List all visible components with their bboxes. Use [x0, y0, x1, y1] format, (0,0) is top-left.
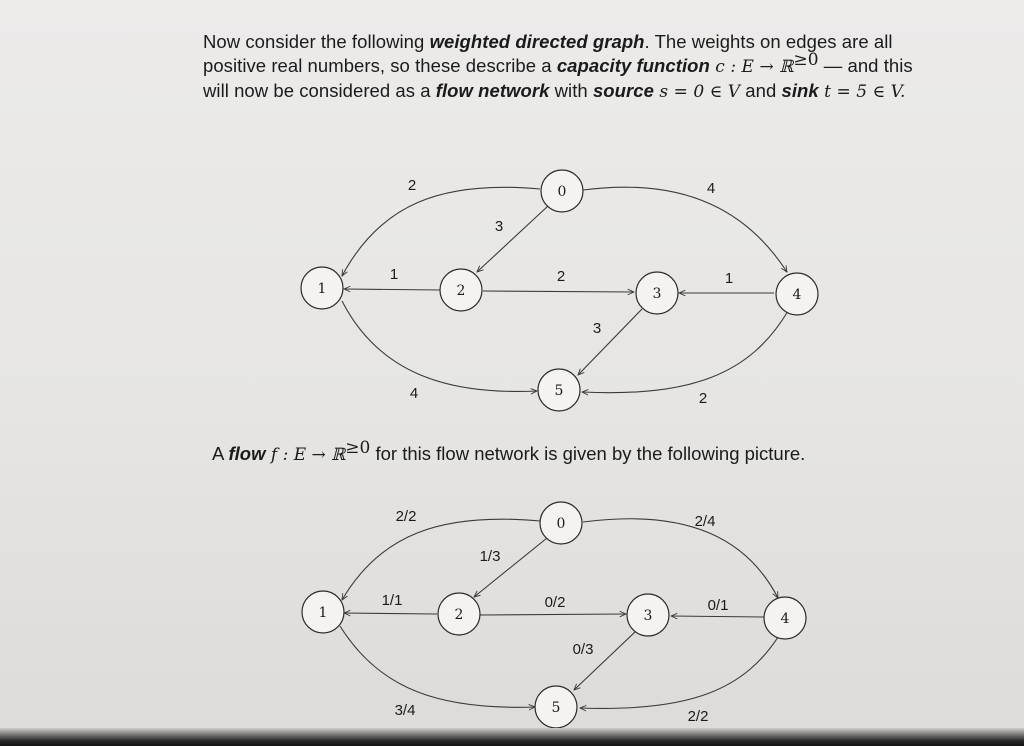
edge-label-1-5: 4 — [409, 385, 419, 402]
flow-text: A — [212, 443, 229, 464]
term-flow-network: flow network — [435, 80, 550, 101]
flow-label-0-1: 2/2 — [395, 508, 417, 525]
term-sink: sink — [781, 80, 819, 101]
flow-label-4-3: 0/1 — [707, 597, 729, 614]
edge-4-5 — [582, 311, 788, 393]
flow-text: for this flow network is given by the following picture. — [370, 443, 806, 464]
svg-text:4: 4 — [792, 287, 802, 303]
svg-text:1: 1 — [318, 605, 328, 621]
svg-text:5: 5 — [551, 700, 561, 716]
edge-label-2-1: 1 — [389, 266, 399, 283]
source-formula: s = 0 ∈ V — [653, 82, 741, 102]
edge-2-3 — [483, 291, 634, 292]
flow-edge-0-4 — [583, 519, 778, 598]
node-4 — [776, 273, 818, 315]
edge-label-3-5: 3 — [592, 320, 602, 337]
term-flow: flow — [228, 443, 266, 464]
flow-label-4-5: 2/2 — [687, 708, 709, 725]
flow-graph — [302, 502, 806, 728]
edge-label-0-1: 2 — [407, 177, 417, 194]
flow-formula: f : E → ℝ — [265, 445, 346, 465]
svg-text:0: 0 — [556, 516, 566, 532]
capacity-formula: c : E → ℝ — [709, 57, 794, 77]
edge-label-0-4: 4 — [706, 180, 716, 197]
edge-3-5 — [578, 309, 642, 375]
flow-formula-sup: ≥0 — [345, 437, 371, 458]
flow-edge-0-1 — [342, 519, 540, 600]
flow-edge-0-2 — [474, 538, 547, 597]
flow-node-2 — [438, 593, 480, 635]
flow-edge-2-1 — [344, 613, 437, 614]
edge-2-1 — [344, 289, 440, 290]
svg-text:1: 1 — [317, 281, 327, 297]
edge-0-4 — [583, 187, 787, 272]
flow-node-5 — [535, 686, 577, 728]
capacity-formula-sup: ≥0 — [793, 49, 819, 70]
screen-bottom-edge — [0, 728, 1024, 746]
flow-node-3 — [627, 594, 669, 636]
capacity-graph — [301, 170, 818, 411]
flow-node-0 — [540, 502, 582, 544]
edge-0-2 — [477, 206, 548, 272]
flow-label-0-4: 2/4 — [694, 513, 716, 530]
node-0 — [541, 170, 583, 212]
flow-edge-4-3 — [671, 616, 764, 617]
svg-text:3: 3 — [643, 608, 653, 624]
flow-label-2-3: 0/2 — [544, 594, 566, 611]
node-5 — [538, 369, 580, 411]
flow-label-0-2: 1/3 — [479, 548, 501, 565]
flow-edge-2-3 — [480, 614, 626, 615]
edge-label-0-2: 3 — [494, 218, 504, 235]
intro-text: Now consider the following — [203, 31, 430, 52]
flow-edge-1-5 — [340, 626, 535, 707]
edge-label-4-3: 1 — [724, 270, 734, 287]
svg-text:2: 2 — [456, 283, 466, 299]
svg-text:0: 0 — [557, 184, 567, 200]
edge-label-2-3: 2 — [556, 268, 566, 285]
intro-text: and — [740, 80, 782, 101]
flow-label-2-1: 1/1 — [381, 592, 403, 609]
node-1 — [301, 267, 343, 309]
term-capacity-function: capacity function — [556, 55, 710, 76]
intro-text: . The weights on edges are all positive real numbers, so these describe a — [203, 31, 893, 76]
intro-text: with — [549, 80, 593, 101]
svg-text:4: 4 — [780, 611, 790, 627]
flow-label-1-5: 3/4 — [394, 702, 416, 719]
svg-text:3: 3 — [652, 286, 662, 302]
svg-text:5: 5 — [554, 383, 564, 399]
flow-node-1 — [302, 591, 344, 633]
flow-label-3-5: 0/3 — [572, 641, 594, 658]
flow-node-4 — [764, 597, 806, 639]
sink-formula: t = 5 ∈ V. — [818, 82, 906, 102]
edge-1-5 — [342, 301, 537, 391]
svg-text:2: 2 — [454, 607, 464, 623]
intro-text: — and this will now be considered as a — [203, 55, 913, 101]
edge-label-4-5: 2 — [698, 390, 708, 407]
node-3 — [636, 272, 678, 314]
node-2 — [440, 269, 482, 311]
term-source: source — [592, 80, 654, 101]
flow-edge-4-5 — [580, 634, 780, 708]
edge-0-1 — [342, 187, 540, 276]
term-weighted-directed-graph: weighted directed graph — [429, 31, 645, 52]
